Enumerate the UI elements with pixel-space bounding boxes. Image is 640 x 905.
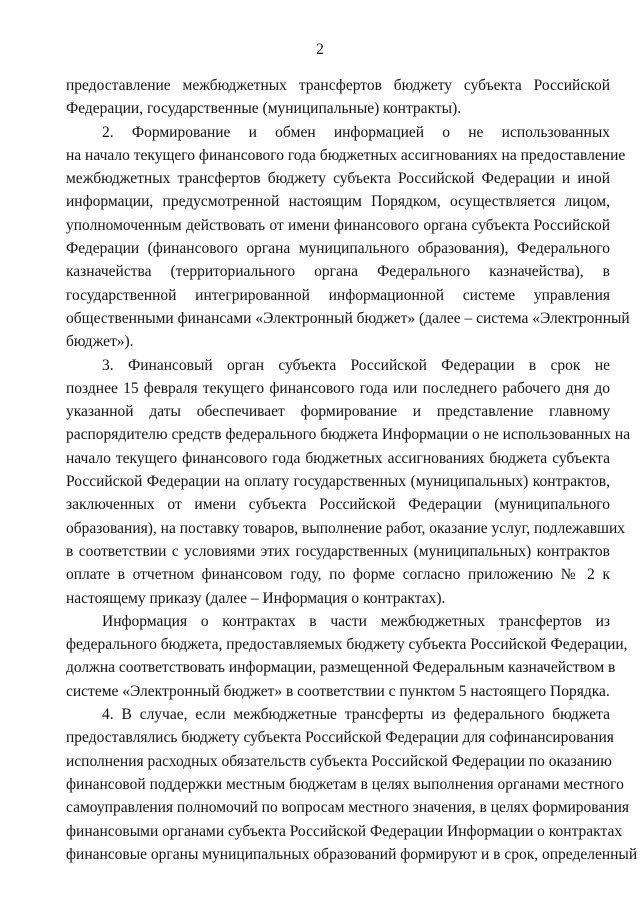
paragraph-line: 4. В случае, если межбюджетные трансферты из федерального бюджета [102,706,610,724]
paragraph-line: финансовыми органами субъекта Российской Федерации Информации о контрактах [66,822,623,840]
paragraph-line: распорядителю средств федерального бюджета Информации о не использованных на [66,426,631,444]
paragraph-line: указанной даты обеспечивает формирование и представление главному [66,403,610,421]
paragraph-line: федерального бюджета, предоставляемых бюджету субъекта Российской Федерации, [66,636,628,654]
paragraph-line: образования), на поставку товаров, выполнение работ, оказание услуг, подлежавших [66,519,625,537]
paragraph-line: самоуправления полномочий по вопросам местного значения, в целях формирования [66,799,630,817]
paragraph-line: общественными финансами «Электронный бюджет» (далее – система «Электронный [66,309,630,327]
paragraph-line: 3. Финансовый орган субъекта Российской Федерации в срок не [102,356,610,374]
paragraph-line: настоящему приказу (далее – Информация о контрактах). [66,589,446,607]
paragraph-line: системе «Электронный бюджет» в соответствии с пунктом 5 настоящего Порядка. [66,682,610,700]
paragraph-2 [66,354,631,610]
paragraph-line: заключенных от имени субъекта Российской Федерации (муниципального [66,496,610,514]
paragraph-line: уполномоченным действовать от имени финансового органа субъекта Российской [66,216,610,234]
paragraph-line: начало текущего финансового года бюджетных ассигнованиях бюджета субъекта [66,449,610,467]
paragraph-line: финансовые органы муниципальных образований формируют и в срок, определенный [66,845,638,863]
paragraph-line: предоставлялись бюджету субъекта Российской Федерации для софинансирования [66,729,614,747]
paragraph-line: финансовой поддержки местным бюджетам в целях выполнения органами местного [66,775,624,793]
paragraph-4 [66,703,638,866]
paragraph-line: на начало текущего финансового года бюджетных ассигнованиях на предоставление [66,146,626,164]
paragraph-line: Российской Федерации на оплату государственных (муниципальных) контрактов, [66,473,610,491]
paragraph-line: бюджет»). [66,333,134,351]
paragraph-line: Федерации, государственные (муниципальные) контракты). [66,100,462,118]
paragraph-line: исполнения расходных обязательств субъекта Российской Федерации по оказанию [66,752,612,770]
paragraph-line: казначейства (территориального органа Федерального казначейства), в [66,263,610,281]
paragraph-line: информации, предусмотренной настоящим Порядком, осуществляется лицом, [66,193,610,211]
paragraph-line: в соответствии с условиями этих государственных (муниципальных) контрактов [66,542,610,560]
page-number: 2 [316,41,324,58]
paragraph-line: государственной интегрированной информационной системе управления [66,286,610,304]
paragraph-line: должна соответствовать информации, размещенной Федеральным казначейством в [66,659,616,677]
paragraph-line: Федерации (финансового органа муниципального образования), Федерального [66,240,610,258]
paragraph-line: позднее 15 февраля текущего финансового года или последнего рабочего дня до [66,379,610,397]
paragraph-0 [66,74,610,121]
paragraph-line: 2. Формирование и обмен информацией о не использованных [102,123,610,141]
paragraph-line: предоставление межбюджетных трансфертов бюджету субъекта Российской [66,77,610,94]
paragraph-line: оплате в отчетном финансовом году, по форме согласно приложению № 2 к [66,566,610,584]
paragraph-3 [66,610,628,703]
paragraph-line: Информация о контрактах в части межбюджетных трансфертов из [102,612,610,630]
paragraph-line: межбюджетных трансфертов бюджету субъекта Российской Федерации и иной [66,170,610,188]
paragraph-1 [66,121,630,354]
